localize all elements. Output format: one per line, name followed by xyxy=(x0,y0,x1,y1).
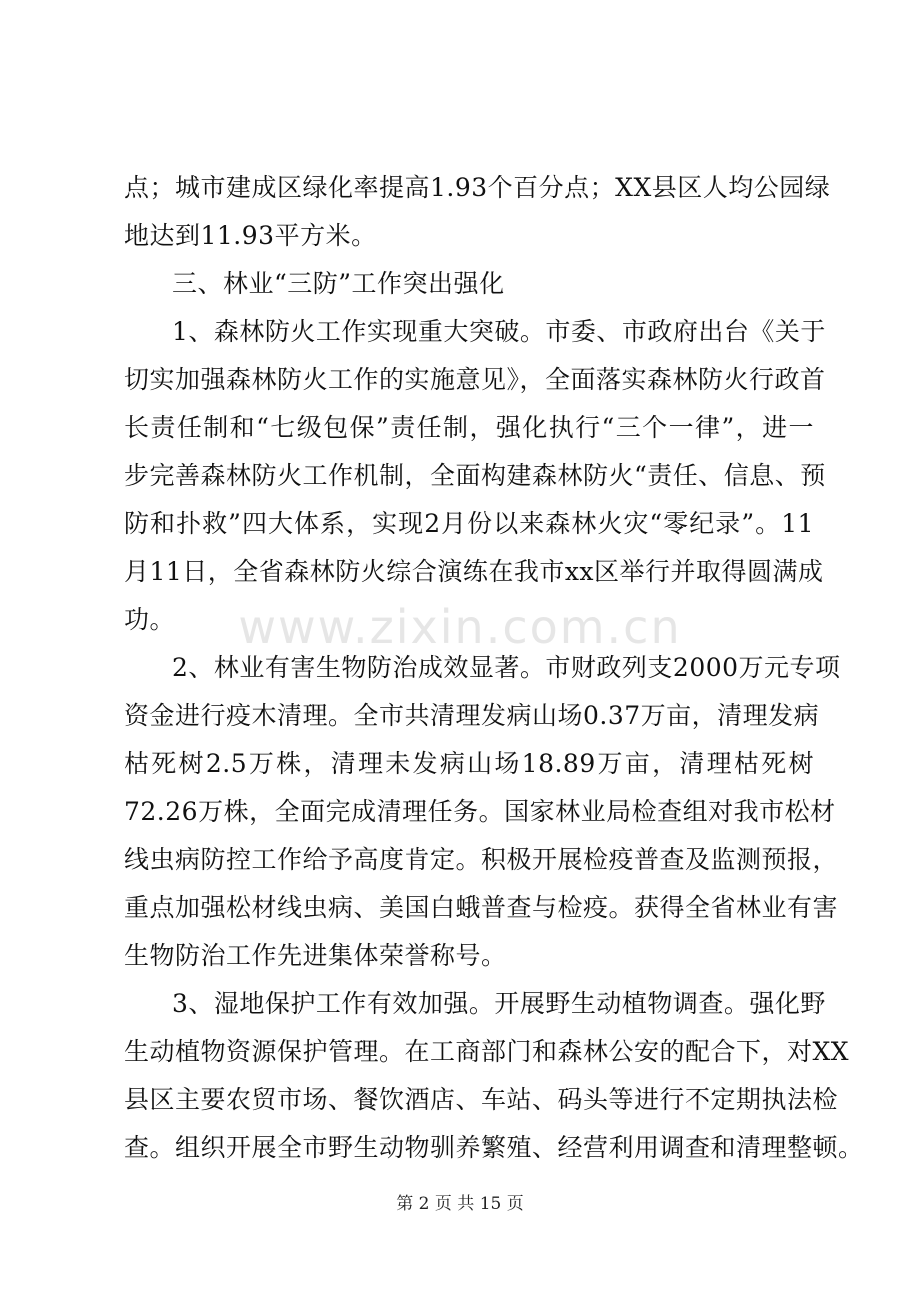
watermark: www.zixin.com.cn xyxy=(238,600,682,654)
paragraph-line: 1、森林防火工作实现重大突破。市委、市政府出台《关于 xyxy=(172,317,826,346)
paragraph-line: 查。组织开展全市野生动物驯养繁殖、经营利用调查和清理整顿。 xyxy=(124,1133,864,1162)
section-heading: 三、林业“三防”工作突出强化 xyxy=(172,269,505,298)
paragraph-line: 功。 xyxy=(124,605,176,634)
paragraph-line: 防和扑救”四大体系，实现2月份以来森林火灾“零纪录”。11 xyxy=(124,509,814,538)
paragraph-line: 资金进行疫木清理。全市共清理发病山场0.37万亩，清理发病 xyxy=(124,701,820,730)
paragraph-line: 地达到11.93平方米。 xyxy=(124,221,377,250)
paragraph-line: 长责任制和“七级包保”责任制，强化执行“三个一律”，进一 xyxy=(124,413,814,442)
paragraph-line: 月11日，全省森林防火综合演练在我市xx区举行并取得圆满成 xyxy=(124,557,824,586)
paragraph-line: 生动植物资源保护管理。在工商部门和森林公安的配合下，对XX xyxy=(124,1037,850,1066)
paragraph-line: 切实加强森林防火工作的实施意见》，全面落实森林防火行政首 xyxy=(124,365,826,394)
paragraph-line: 2、林业有害生物防治成效显著。市财政列支2000万元专项 xyxy=(172,653,841,682)
paragraph-line: 步完善森林防火工作机制，全面构建森林防火“责任、信息、预 xyxy=(124,461,826,490)
paragraph-line: 线虫病防控工作给予高度肯定。积极开展检疫普查及监测预报， xyxy=(124,845,839,874)
paragraph-line: 重点加强松材线虫病、美国白蛾普查与检疫。获得全省林业有害 xyxy=(124,893,839,922)
paragraph-line: 生物防治工作先进集体荣誉称号。 xyxy=(124,941,507,970)
paragraph-line: 3、湿地保护工作有效加强。开展野生动植物调查。强化野 xyxy=(172,989,826,1018)
page-number-footer: 第 2 页 共 15 页 xyxy=(396,1194,524,1214)
paragraph-line: 县区主要农贸市场、餐饮酒店、车站、码头等进行不定期执法检 xyxy=(124,1085,839,1114)
paragraph-line: 点；城市建成区绿化率提高1.93个百分点；XX县区人均公园绿 xyxy=(124,173,831,202)
paragraph-line: 72.26万株，全面完成清理任务。国家林业局检查组对我市松材 xyxy=(124,797,836,826)
paragraph-line: 枯死树2.5万株，清理未发病山场18.89万亩，清理枯死树 xyxy=(124,749,814,778)
